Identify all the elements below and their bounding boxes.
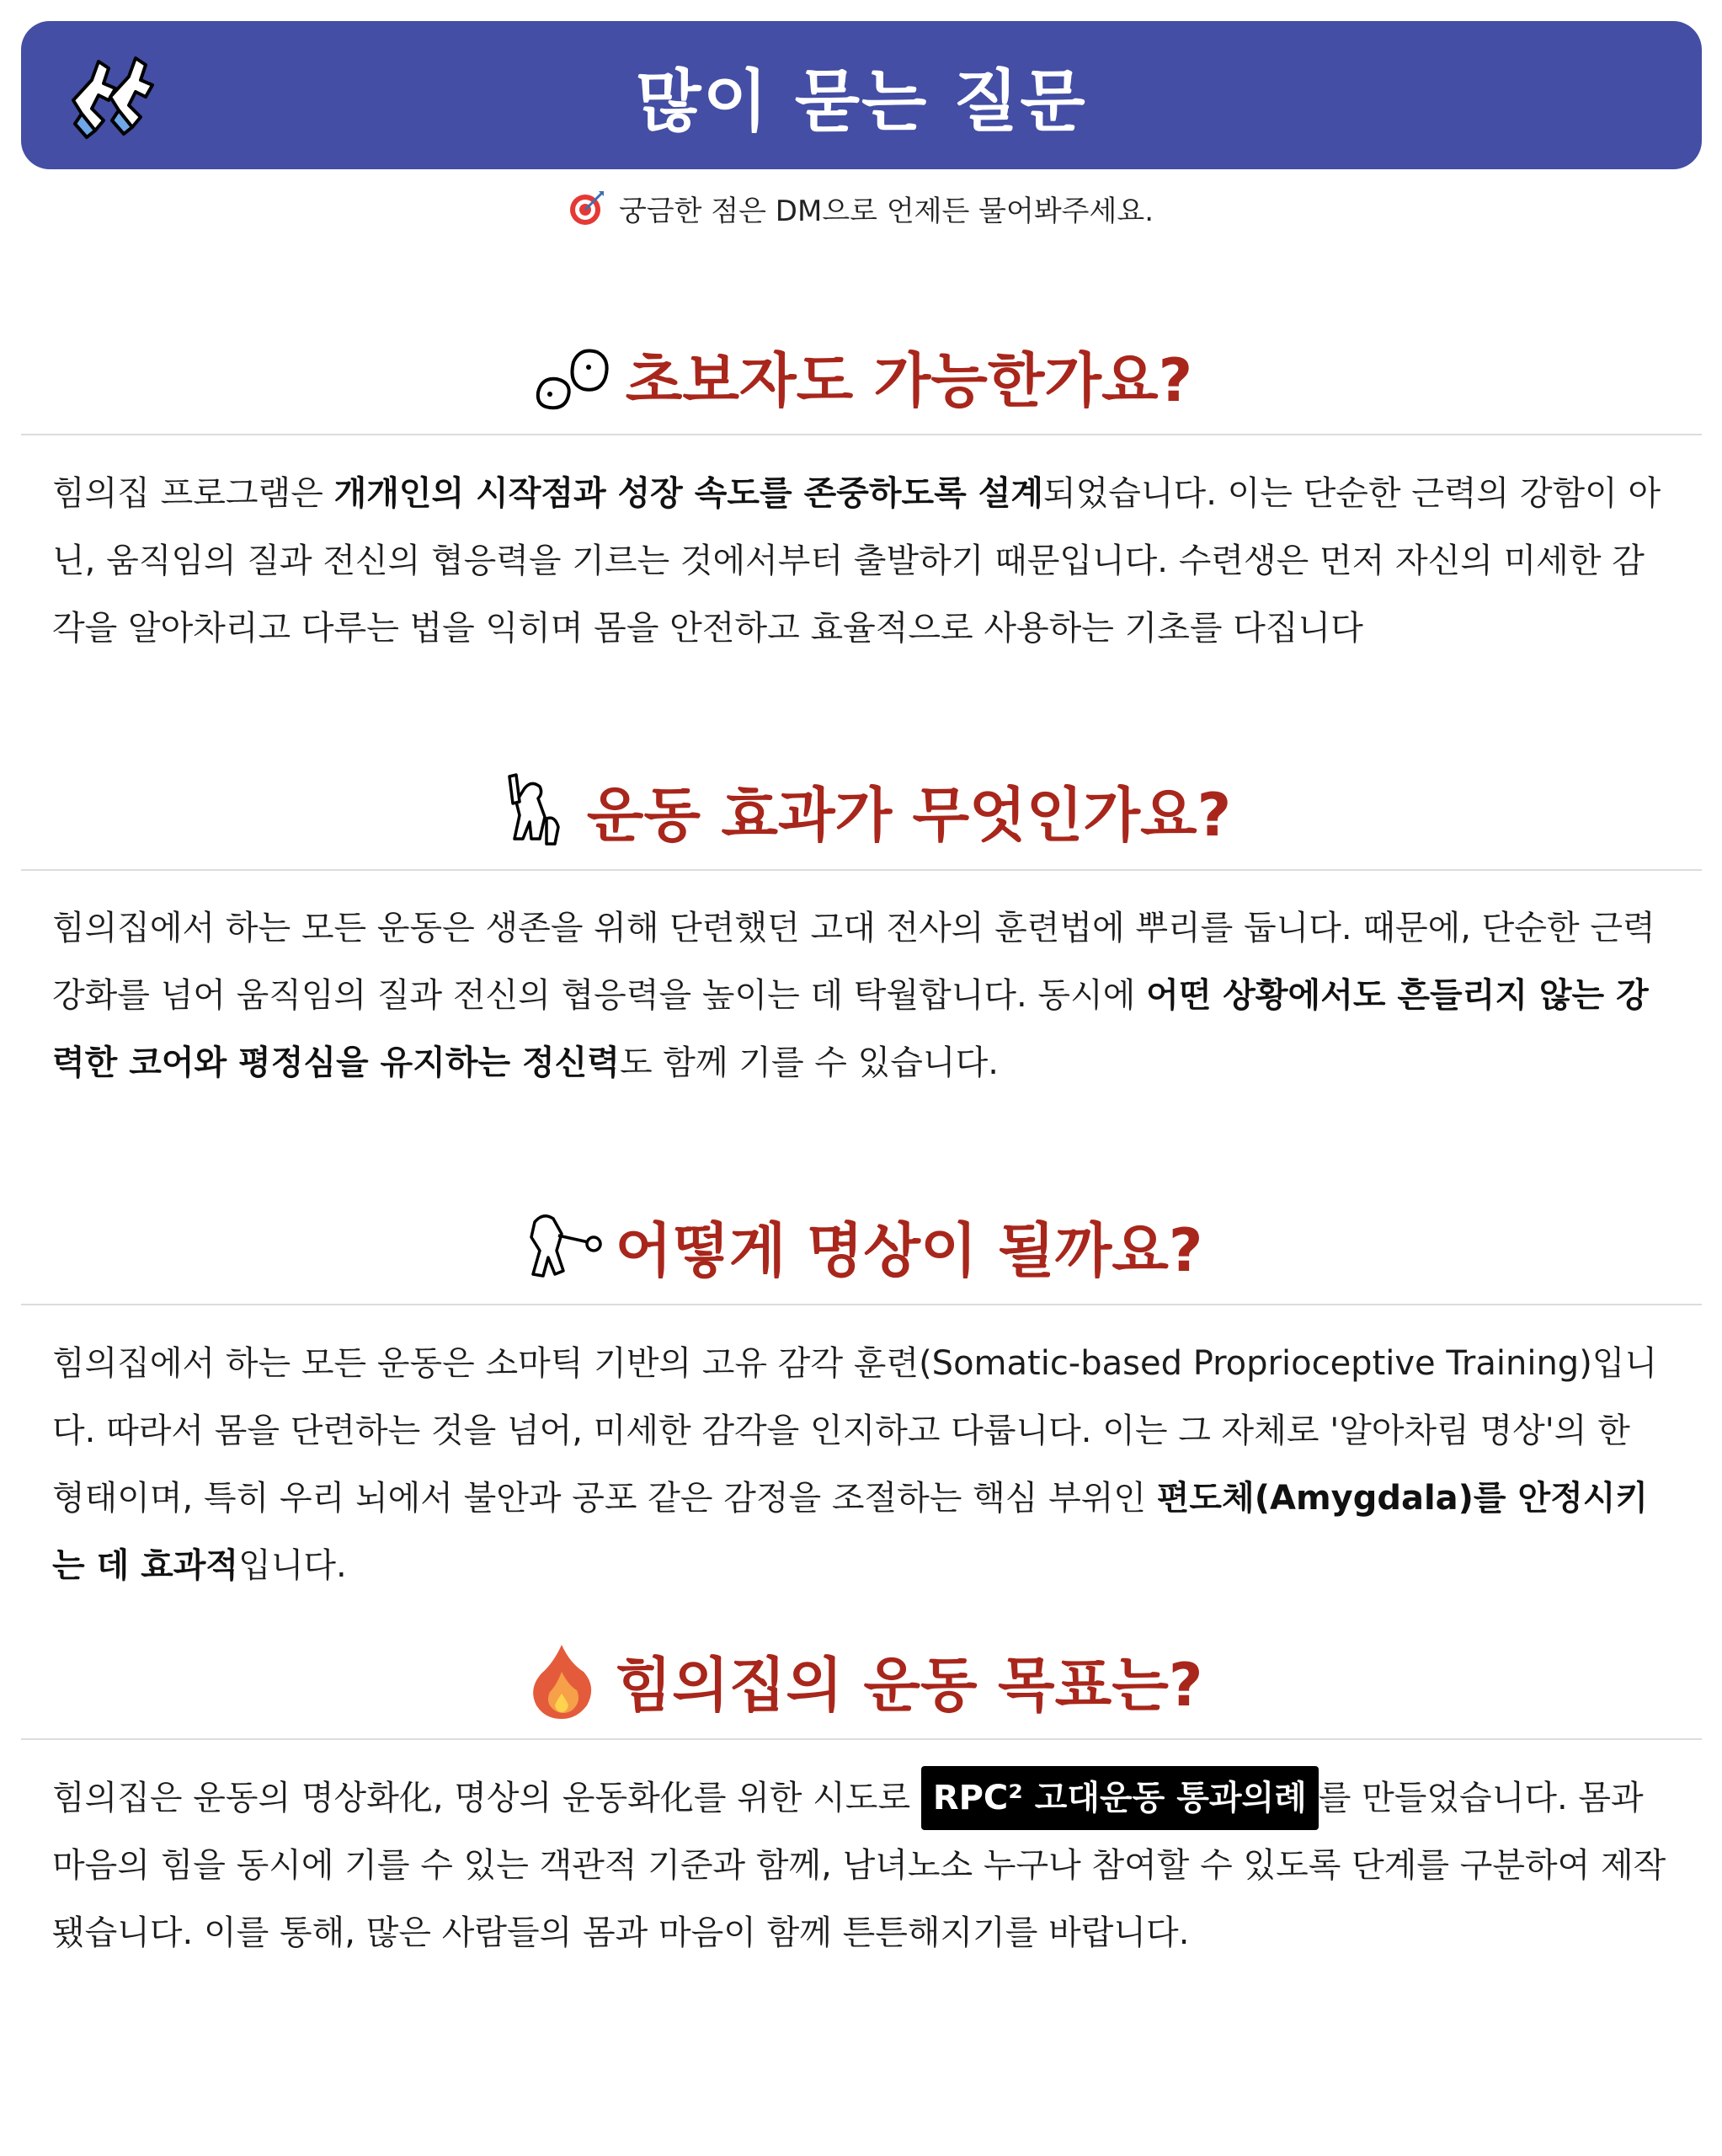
answer-text: 되었습니다. 이는 단순한 근력의 강함이 아닌, 움직임의 질과 전신의 협응력을 기르는 것에서부터 출발하기 때문입니다. 수련생은 먼저 자신의 미세한 감각을 알아차리고 다루는 법을 익히며 몸을 안전하고 효율적으로 사용하는 기초를 다집니다 <box>52 474 1661 648</box>
fire-icon <box>520 1638 604 1722</box>
faq-question-2 <box>0 764 1722 857</box>
target-dart-icon <box>568 189 605 227</box>
answer-text: 도 함께 기를 수 있습니다. <box>619 1043 999 1082</box>
divider <box>21 1738 1702 1740</box>
answer-text: 를 만들었습니다. 몸과 마음의 힘을 동시에 기를 수 있는 객관적 기준과 함께, 남녀노소 누구나 참여할 수 있도록 단계를 구분하여 제작됐습니다. 이를 통해, 많은 사람들의 몸과 마음이 함께 튼튼해지기를 바랍니다. <box>52 1779 1666 1952</box>
faq-question-3 <box>0 1199 1722 1292</box>
answer-text: 힘의집 프로그램은 <box>52 474 334 513</box>
warrior-mace-icon <box>520 1203 604 1288</box>
subtitle <box>0 187 1722 229</box>
answer-bold: 개개인의 시작점과 성장 속도를 존중하도록 설계 <box>333 474 1043 513</box>
header-banner <box>21 21 1702 169</box>
faq-question-title: 초보자도 가능한가요? <box>625 345 1193 415</box>
faq-question-1 <box>0 329 1722 422</box>
divider <box>21 434 1702 435</box>
answer-text: 입니다. <box>238 1546 347 1585</box>
divider <box>21 869 1702 871</box>
subtitle-text: 궁금한 점은 DM으로 언제든 물어봐주세요. <box>618 194 1154 228</box>
divider <box>21 1304 1702 1305</box>
answer-bold: 어떤 상황에서도 흔들리지 않는 강력한 코어와 평정심을 유지하는 정신력 <box>52 976 1649 1082</box>
faq-question-title: 운동 효과가 무엇인가요? <box>586 780 1232 850</box>
answer-text: 힘의집에서 하는 모든 운동은 생존을 위해 단련했던 고대 전사의 훈련법에 뿌리를 둡니다. 때문에, 단순한 근력 강화를 넘어 움직임의 질과 전신의 협응력을 높이는 데 탁월합니다. 동시에 <box>52 909 1655 1015</box>
page-title: 많이 묻는 질문 <box>636 61 1087 141</box>
answer-bold: 편도체(Amygdala)를 안정시키는 데 효과적 <box>52 1479 1649 1585</box>
faq-question-title: 힘의집의 운동 목표는? <box>615 1650 1203 1720</box>
faq-question-title: 어떻게 명상이 될까요? <box>615 1215 1203 1285</box>
answer-text: 힘의집에서 하는 모든 운동은 소마틱 기반의 고유 감각 훈련(Somatic-based Proprioceptive Training)입니다. 따라서 몸을 단련하는 것을 넘어, 미세한 감각을 인지하고 다룹니다. 이는 그 자체로 '알아차림 명상'의 한 형태이며, 특히 우리 뇌에서 불안과 공포 같은 감정을 조절하는 핵심 부위인 <box>52 1344 1658 1518</box>
answer-text: 힘의집은 운동의 명상화化, 명상의 운동화化를 위한 시도로 <box>52 1779 921 1817</box>
faq-answer-2 <box>52 894 1671 1097</box>
faq-question-4 <box>0 1634 1722 1726</box>
faq-answer-4 <box>52 1764 1671 1967</box>
faq-answer-1 <box>52 460 1671 662</box>
warrior-clubs-icon <box>491 768 575 852</box>
faq-answer-3 <box>52 1330 1671 1599</box>
stones-icon <box>530 334 614 418</box>
program-tag: RPC² 고대운동 통과의례 <box>921 1766 1319 1830</box>
